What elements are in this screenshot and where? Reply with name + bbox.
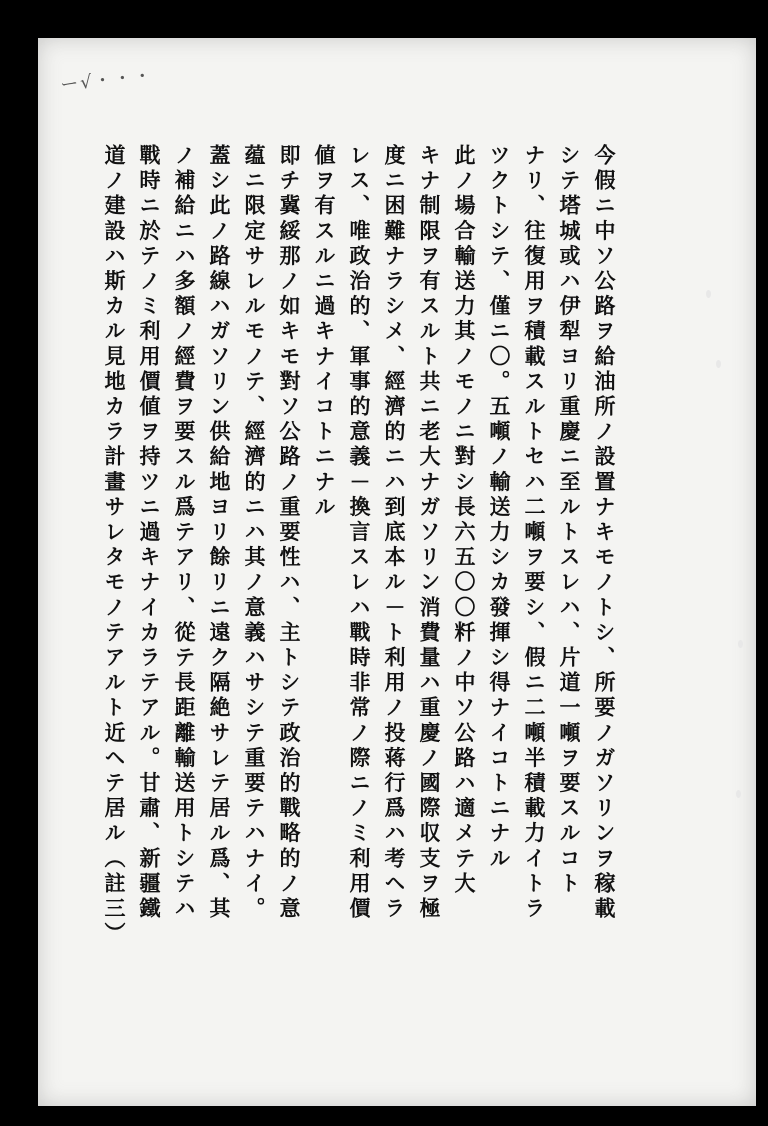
text-column-3: ナリ、往復用ヲ積載スルトセハ二噸ヲ要シ、假ニ二噸半積載力イトラ <box>522 144 547 923</box>
text-column-5: 此ノ場合輸送力其ノモノニ對シ長六五〇〇粁ノ中ソ公路ハ適メテ大 <box>452 144 477 897</box>
text-column-1: 今假ニ中ソ公路ヲ給油所ノ設置ナキモノトシ、所要ノガソリンヲ稼載 <box>592 144 617 923</box>
text-column-9: 値ヲ有スルニ過キナイコトニナル <box>312 144 337 521</box>
document-page <box>38 38 756 1106</box>
text-column-2: シテ塔城或ハ伊犁ヨリ重慶ニ至ルトスレハ、片道一噸ヲ要スルコト <box>557 144 582 897</box>
text-column-13: ノ補給ニハ多額ノ經費ヲ要スル爲テアリ、從テ長距離輸送用トシテハ <box>172 144 197 923</box>
scan-speck <box>738 640 743 648</box>
text-column-14: 戰時ニ於テノミ利用價値ヲ持ツニ過キナイカラテアル。甘肅、新疆鐵 <box>137 144 162 923</box>
vertical-text-body <box>38 38 756 1106</box>
scan-speck <box>716 360 721 368</box>
text-column-7: 度ニ困難ナラシメ、經濟的ニハ到底本ル－ト利用ノ投蒋行爲ハ考ヘラ <box>382 144 407 923</box>
text-column-11: 蕴ニ限定サレルモノテ、經濟的ニハ其ノ意義ハサシテ重要テハナイ。 <box>242 144 267 923</box>
scan-speck <box>706 290 711 298</box>
text-column-15: 道ノ建設ハ斯カル見地カラ計畫サレタモノテアルト近ヘテ居ル（註三） <box>102 144 127 948</box>
text-column-10: 即チ冀綏那ノ如キモ對ソ公路ノ重要性ハ、主トシテ政治的戰略的ノ意 <box>277 144 302 923</box>
text-column-8: レス、唯政治的、軍事的意義－換言スレハ戰時非常ノ際ニノミ利用價 <box>347 144 372 923</box>
scan-speck <box>736 790 741 798</box>
text-column-6: キナ制限ヲ有スルト共ニ老大ナガソリン消費量ハ重慶ノ國際収支ヲ極 <box>417 144 442 923</box>
text-column-4: ツクトシテ、僅ニ〇。五噸ノ輸送力シカ發揮シ得ナイコトニナル <box>487 144 512 872</box>
corner-page-mark: ー√・・・ <box>59 65 155 96</box>
text-column-12: 蓋シ此ノ路線ハガソリン供給地ヨリ餘リニ遠ク隔絶サレテ居ル爲、其 <box>207 144 232 923</box>
